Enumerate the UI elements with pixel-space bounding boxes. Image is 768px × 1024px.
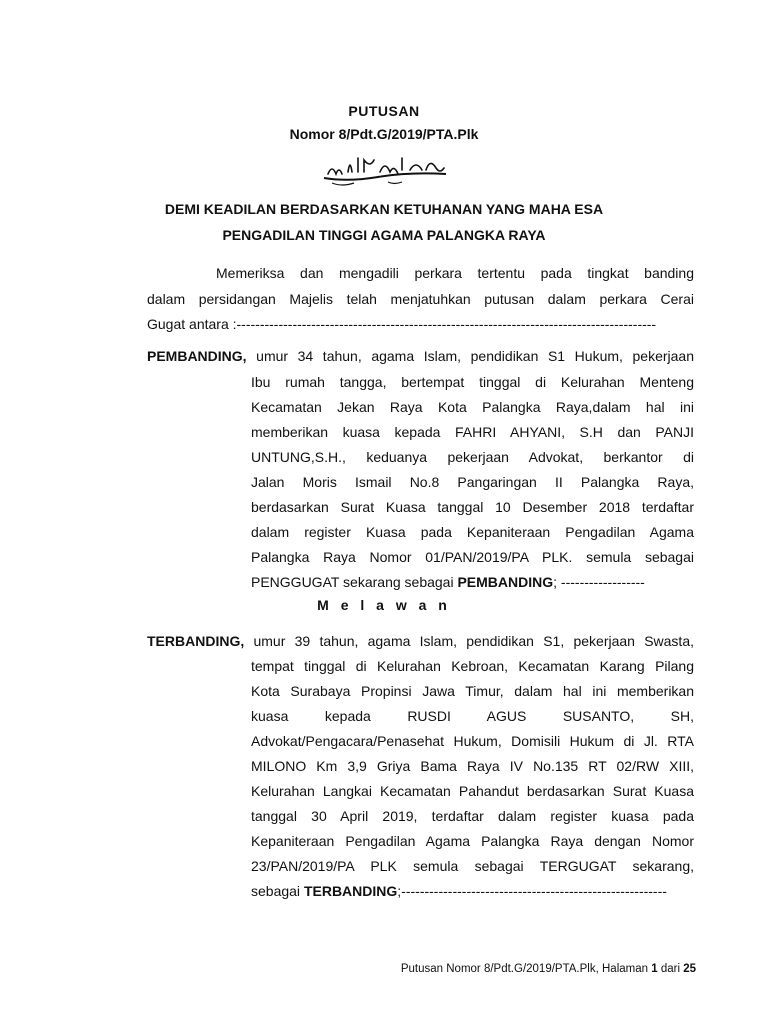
footer-of: dari [657, 963, 684, 975]
terbanding-line-6: Kelurahan Langkai Kecamatan Pahandut berdasarkan Surat Kuasa [251, 783, 694, 799]
terbanding-last-line [251, 882, 694, 900]
terbanding-line-2: Kota Surabaya Propinsi Jawa Timur, dalam hal ini memberikan [251, 683, 694, 699]
document-title: PUTUSAN [348, 103, 420, 119]
pembanding-last-prefix: PENGGUGAT sekarang sebagai [251, 574, 458, 590]
terbanding-line-7: tanggal 30 April 2019, terdaftar dalam register kuasa pada [251, 808, 694, 824]
pembanding-line-1: Ibu rumah tangga, bertempat tinggal di Kelurahan Menteng [251, 374, 694, 390]
pembanding-line-8: Palangka Raya Nomor 01/PAN/2019/PA PLK. semula sebagai [251, 549, 694, 565]
terbanding-line-5: MILONO Km 3,9 Griya Bama Raya IV No.135 RT 02/RW XIII, [251, 758, 694, 774]
terbanding-role: TERBANDING [303, 883, 398, 899]
terbanding-line-8: Kepaniteraan Pengadilan Agama Palangka Raya dengan Nomor [251, 833, 694, 849]
terbanding-line-4: Advokat/Pengacara/Penasehat Hukum, Domisili Hukum di Jl. RTA [251, 733, 694, 749]
terbanding-label: TERBANDING, [147, 633, 245, 649]
intro-line-2: dalam persidangan Majelis telah menjatuhkan putusan dalam perkara Cerai [147, 291, 694, 307]
pembanding-line-4: UNTUNG,S.H., keduanya pekerjaan Advokat, berkantor di [251, 449, 694, 465]
terbanding-line-1: tempat tinggal di Kelurahan Kebroan, Kecamatan Karang Pilang [251, 658, 694, 674]
heading-court-name: PENGADILAN TINGGI AGAMA PALANGKA RAYA [222, 227, 546, 243]
pembanding-label: PEMBANDING, [147, 348, 247, 364]
pembanding-line-0: umur 34 tahun, agama Islam, pendidikan S1 Hukum, pekerjaan [256, 348, 694, 364]
pembanding-first-line [147, 347, 694, 365]
pembanding-line-3: memberikan kuasa kepada FAHRI AHYANI, S.H dan PANJI [251, 424, 694, 440]
terbanding-first-line [147, 632, 694, 650]
pembanding-last-suffix: ; ------------------ [553, 574, 645, 590]
terbanding-line-0: umur 39 tahun, agama Islam, pendidikan S1, pekerjaan Swasta, [253, 633, 694, 649]
page-footer [401, 963, 696, 975]
terbanding-line-3: kuasa kepada RUSDI AGUS SUSANTO, SH, [251, 708, 694, 724]
pembanding-line-6: berdasarkan Surat Kuasa tanggal 10 Desember 2018 terdaftar [251, 499, 694, 515]
terbanding-line-9: 23/PAN/2019/PA PLK semula sebagai TERGUGAT sekarang, [251, 858, 694, 874]
pembanding-line-7: dalam register Kuasa pada Kepaniteraan Pengadilan Agama [251, 524, 694, 540]
intro-line-1: Memeriksa dan mengadili perkara tertentu pada tingkat banding [216, 265, 694, 281]
footer-total-pages: 25 [683, 963, 696, 975]
case-number: Nomor 8/Pdt.G/2019/PTA.Plk [289, 126, 479, 142]
pembanding-role: PEMBANDING [457, 574, 554, 590]
terbanding-last-prefix: sebagai [251, 883, 304, 899]
intro-line-3: Gugat antara :------------------------------------------------------------------------------------------ [147, 316, 657, 332]
pembanding-last-line [251, 573, 694, 591]
melawan-heading: M e l a w a n [317, 597, 451, 613]
footer-page-number: 1 [651, 963, 658, 975]
pembanding-line-2: Kecamatan Jekan Raya Kota Palangka Raya,dalam hal ini [251, 399, 694, 415]
heading-demi-keadilan: DEMI KEADILAN BERDASARKAN KETUHANAN YANG MAHA ESA [164, 201, 604, 217]
terbanding-last-suffix: ;--------------------------------------------------------- [397, 883, 667, 899]
pembanding-line-5: Jalan Moris Ismail No.8 Pangaringan II Palangka Raya, [251, 474, 694, 490]
footer-text: Putusan Nomor 8/Pdt.G/2019/PTA.Plk, Halaman [400, 963, 652, 975]
basmalah-calligraphy-icon [318, 152, 452, 188]
